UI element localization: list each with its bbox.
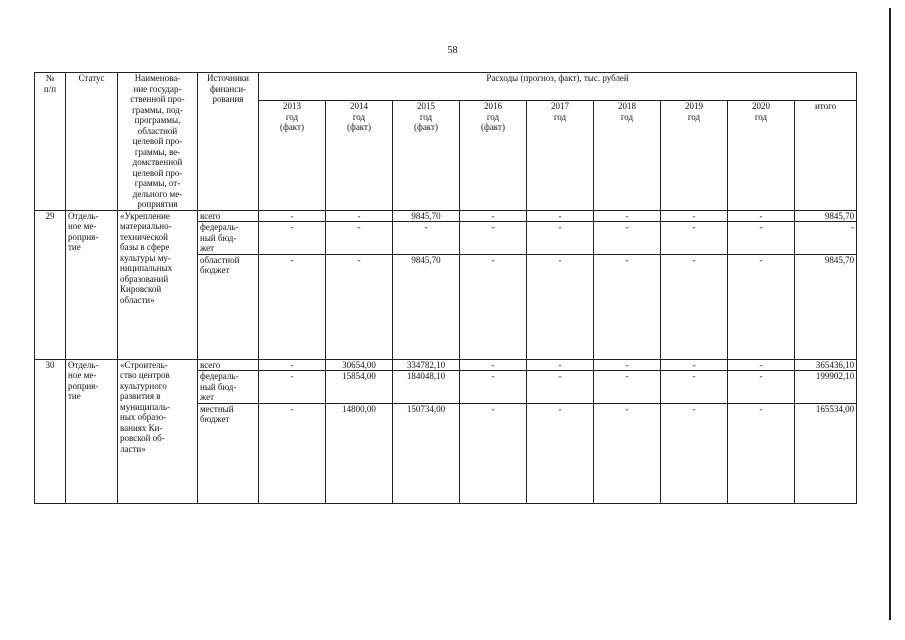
value-cell: 15854,00 bbox=[326, 371, 393, 404]
funding-source: всего bbox=[198, 210, 259, 222]
row-number: 30 bbox=[35, 359, 66, 503]
header-expenses: Расходы (прогноз, факт), тыс. рублей bbox=[259, 73, 857, 101]
funding-source: федераль- ный бюд- жет bbox=[198, 371, 259, 404]
value-cell: - bbox=[326, 254, 393, 359]
funding-source: всего bbox=[198, 359, 259, 371]
value-cell: - bbox=[326, 210, 393, 222]
value-cell: 199902,10 bbox=[795, 371, 857, 404]
value-cell: - bbox=[527, 222, 594, 255]
value-cell: - bbox=[661, 359, 728, 371]
value-cell: - bbox=[393, 222, 460, 255]
header-year: 2015 год (факт) bbox=[393, 101, 460, 211]
value-cell: - bbox=[460, 371, 527, 404]
funding-source: местный бюджет bbox=[198, 403, 259, 503]
value-cell: - bbox=[728, 210, 795, 222]
value-cell: - bbox=[661, 254, 728, 359]
row-status: Отдель- ное ме- роприя- тие bbox=[66, 210, 118, 359]
value-cell: 9845,70 bbox=[795, 254, 857, 359]
value-cell: - bbox=[728, 371, 795, 404]
value-cell: 9845,70 bbox=[393, 254, 460, 359]
value-cell: - bbox=[527, 254, 594, 359]
header-year: итого bbox=[795, 101, 857, 211]
row-status: Отдель- ное ме- роприя- тие bbox=[66, 359, 118, 503]
expenses-table bbox=[34, 72, 857, 504]
value-cell: - bbox=[728, 403, 795, 503]
value-cell: 165534,00 bbox=[795, 403, 857, 503]
value-cell: - bbox=[728, 222, 795, 255]
value-cell: - bbox=[661, 371, 728, 404]
header-num: № п/п bbox=[35, 73, 66, 211]
value-cell: 365436,10 bbox=[795, 359, 857, 371]
header-status: Статус bbox=[66, 73, 118, 211]
value-cell: 30654,00 bbox=[326, 359, 393, 371]
value-cell: - bbox=[326, 222, 393, 255]
header-year: 2017 год bbox=[527, 101, 594, 211]
value-cell: - bbox=[795, 222, 857, 255]
table-row bbox=[35, 359, 857, 371]
value-cell: - bbox=[460, 222, 527, 255]
value-cell: 150734,00 bbox=[393, 403, 460, 503]
value-cell: - bbox=[460, 403, 527, 503]
row-number: 29 bbox=[35, 210, 66, 359]
value-cell: - bbox=[594, 210, 661, 222]
value-cell: 9845,70 bbox=[393, 210, 460, 222]
value-cell: - bbox=[527, 371, 594, 404]
value-cell: - bbox=[460, 210, 527, 222]
value-cell: 334782,10 bbox=[393, 359, 460, 371]
header-year: 2014 год (факт) bbox=[326, 101, 393, 211]
header-sources: Источники финанси- рования bbox=[198, 73, 259, 211]
value-cell: - bbox=[527, 210, 594, 222]
header-year: 2016 год (факт) bbox=[460, 101, 527, 211]
value-cell: - bbox=[594, 359, 661, 371]
row-name: «Укрепление материально- технической базы в сфере культуры му- ниципальных образований Кировской области» bbox=[118, 210, 198, 359]
value-cell: - bbox=[259, 371, 326, 404]
value-cell: - bbox=[527, 403, 594, 503]
table-row bbox=[35, 210, 857, 222]
value-cell: - bbox=[661, 403, 728, 503]
header-year: 2020 год bbox=[728, 101, 795, 211]
row-name: «Строитель- ство центров культурного развития в муниципаль- ных образо- ваниях Ки- ровской об- ласти» bbox=[118, 359, 198, 503]
value-cell: - bbox=[661, 222, 728, 255]
value-cell: 14800,00 bbox=[326, 403, 393, 503]
value-cell: - bbox=[594, 254, 661, 359]
value-cell: - bbox=[259, 210, 326, 222]
value-cell: - bbox=[259, 222, 326, 255]
page-edge-line bbox=[889, 8, 891, 620]
value-cell: 9845,70 bbox=[795, 210, 857, 222]
value-cell: - bbox=[460, 254, 527, 359]
page-number: 58 bbox=[447, 45, 458, 56]
funding-source: федераль- ный бюд- жет bbox=[198, 222, 259, 255]
value-cell: - bbox=[594, 371, 661, 404]
value-cell: - bbox=[460, 359, 527, 371]
header-name: Наименова- ние государ- ственной про- граммы, под- программы, областной целевой про- граммы, ве- домственной целевой про- граммы, от- дельного ме- роприятия bbox=[118, 73, 198, 211]
value-cell: - bbox=[594, 403, 661, 503]
value-cell: - bbox=[527, 359, 594, 371]
header-year: 2018 год bbox=[594, 101, 661, 211]
header-year: 2013 год (факт) bbox=[259, 101, 326, 211]
header-year: 2019 год bbox=[661, 101, 728, 211]
value-cell: - bbox=[259, 403, 326, 503]
funding-source: областной бюджет bbox=[198, 254, 259, 359]
value-cell: - bbox=[728, 359, 795, 371]
value-cell: - bbox=[259, 254, 326, 359]
value-cell: - bbox=[728, 254, 795, 359]
value-cell: - bbox=[594, 222, 661, 255]
value-cell: 184048,10 bbox=[393, 371, 460, 404]
value-cell: - bbox=[661, 210, 728, 222]
value-cell: - bbox=[259, 359, 326, 371]
